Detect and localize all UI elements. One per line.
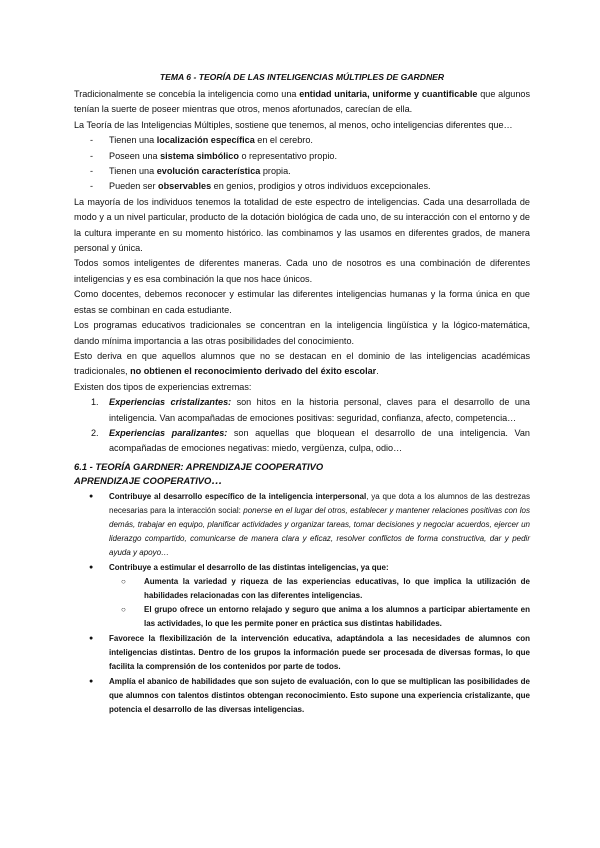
text-run: . xyxy=(376,366,379,377)
emphasis-text: Favorece la flexibilización de la intervención educativa, adaptándola a las necesidades de alumnos con inteligencias distintas. xyxy=(109,633,530,657)
list-number: 1. xyxy=(91,397,99,408)
experiences-intro: Existen dos tipos de experiencias extremas: xyxy=(74,381,252,392)
subsection-dots: … xyxy=(211,474,223,487)
text-run: o representativo propio. xyxy=(238,150,337,161)
list-item xyxy=(74,395,530,426)
sub-list xyxy=(109,575,530,631)
text-run: que algunos tenían la suerte de poseer mientras que otros, menos afortunados, carecían de ella. xyxy=(74,89,530,115)
emphasis-text: entidad unitaria, uniforme y cuantificable xyxy=(299,89,478,99)
list-item xyxy=(74,164,530,179)
text-run: Tienen una xyxy=(109,135,157,146)
theory-paragraph: La Teoría de las Inteligencias Múltiples, sostiene que tenemos, al menos, ocho inteligencias diferentes que… xyxy=(74,119,513,130)
text-run: Tienen una xyxy=(109,166,157,177)
emphasis-text: Contribuye al desarrollo específico de la inteligencia interpersonal xyxy=(109,491,367,501)
list-item xyxy=(74,632,530,674)
experiences-list xyxy=(74,395,530,457)
subsection-title-text: APRENDIZAJE COOPERATIVO xyxy=(74,474,212,486)
emphasis-text: Contribuye a estimular el desarrollo de las distintas inteligencias xyxy=(109,562,357,572)
text-run: propia. xyxy=(260,166,291,177)
text-run: , ya que dota a los alumnos de las destrezas necesarias para la interacción social: xyxy=(109,491,530,515)
text-run: Poseen una xyxy=(109,150,161,161)
text-run: Dentro de los grupos la información puede ser procesada de diversas formas, lo que facilita la comprensión de los contenidos por parte de todos. xyxy=(109,647,530,671)
subsection-heading xyxy=(74,474,530,488)
list-item xyxy=(74,561,530,631)
term-text: Experiencias cristalizantes: xyxy=(109,397,232,408)
teachers-paragraph: Como docentes, debemos reconocer y estimular las diferentes inteligencias humanas y la forma única en que estas se combinan en cada estudiante. xyxy=(74,289,530,315)
emphasis-text: evolución característica xyxy=(156,166,261,177)
emphasis-text: localización específica xyxy=(156,135,255,146)
list-item xyxy=(74,179,530,194)
text-run: , con lo que se multiplican las posibilidades de que alumnos con talentos distintos obtengan reconocimiento. Esto supone una experiencia cristalizante, que potencia el desarrollo de las diversas inteligencias. xyxy=(109,676,530,714)
text-run: Pueden ser xyxy=(109,181,159,192)
italic-text: ponerse en el lugar del otros, establecer y mantener relaciones positivas con los demás, trabajar en equipo, planificar actividades y organizar tareas, tomar decisiones y negociar acuerdos, ejercer un liderazgo compartido, comunicarse de manera clara y eficaz, resolver conflictos de forma constructiva, dar y pedir ayuda y apoyo… xyxy=(109,505,530,557)
sub-list-item: ○ El grupo ofrece un entorno relajado y seguro que anima a los alumnos a participar abiertamente en las actividades, lo que les permite poner en práctica sus distintas habilidades. xyxy=(109,603,530,631)
term-text: Experiencias paralizantes: xyxy=(109,427,228,438)
intro-paragraph xyxy=(74,87,530,118)
emphasis-text: observables xyxy=(158,181,212,192)
emphasis-text: no obtienen el reconocimiento derivado del éxito escolar xyxy=(130,366,377,377)
list-item xyxy=(74,426,530,457)
text-run: Tradicionalmente se concebía la inteligencia como una xyxy=(74,89,300,99)
characteristics-list xyxy=(74,133,530,195)
text-run: son aquellas que bloquean el desarrollo de una inteligencia. Van acompañadas de emociones negativas: miedo, vergüenza, culpa, odio… xyxy=(109,427,530,454)
list-item xyxy=(74,133,530,148)
section-heading: 6.1 - TEORÍA GARDNER: APRENDIZAJE COOPERATIVO xyxy=(74,460,324,472)
emphasis-text: sistema simbólico xyxy=(160,150,239,161)
cooperative-list xyxy=(74,490,530,717)
document-title: TEMA 6 - TEORÍA DE LAS INTELIGENCIAS MÚLTIPLES DE GARDNER xyxy=(159,72,445,82)
programs-paragraph: Los programas educativos tradicionales se concentran en la inteligencia lingüística y la lógico-matemática, dando mínima importancia a las otras posibilidades del conocimiento. xyxy=(74,320,530,346)
list-item xyxy=(74,490,530,560)
text-run: en genios, prodigios y otros individuos excepcionales. xyxy=(211,181,431,192)
text-run: , ya que: xyxy=(356,562,389,572)
text-run: en el cerebro. xyxy=(254,135,313,146)
sub-list-item: ○ Aumenta la variedad y riqueza de las experiencias educativas, lo que implica la utilización de habilidades relacionadas con las diferentes inteligencias. xyxy=(109,575,530,603)
spectrum-paragraph: La mayoría de los individuos tenemos la totalidad de este espectro de inteligencias. Cada una desarrollada de modo y a un nivel particular, producto de la dotación biológica de cada uno, de su interacción con el entorno y de la cultura imperante en su momento histórico. las combinamos y las usamos en diferentes grados, de manera personal y única. xyxy=(74,196,530,254)
text-run: Esto deriva en que aquellos alumnos que no se destacan en el dominio de las inteligencias académicas tradicionales, xyxy=(74,350,530,377)
emphasis-text: Amplía el abanico de habilidades que son sujeto de evaluación xyxy=(109,676,351,686)
consequence-paragraph xyxy=(74,349,530,380)
list-number: 2. xyxy=(91,427,99,438)
document-page xyxy=(74,72,530,718)
list-item xyxy=(74,675,530,717)
list-item xyxy=(74,149,530,164)
text-run: son hitos en la historia personal, claves para el desarrollo de una inteligencia. Van acompañadas de emociones positivas: seguridad, confianza, afecto, competencia… xyxy=(109,397,530,423)
unique-paragraph: Todos somos inteligentes de diferentes maneras. Cada uno de nosotros es una combinación de diferentes inteligencias y es esa combinación la que nos hace únicos. xyxy=(74,258,530,284)
